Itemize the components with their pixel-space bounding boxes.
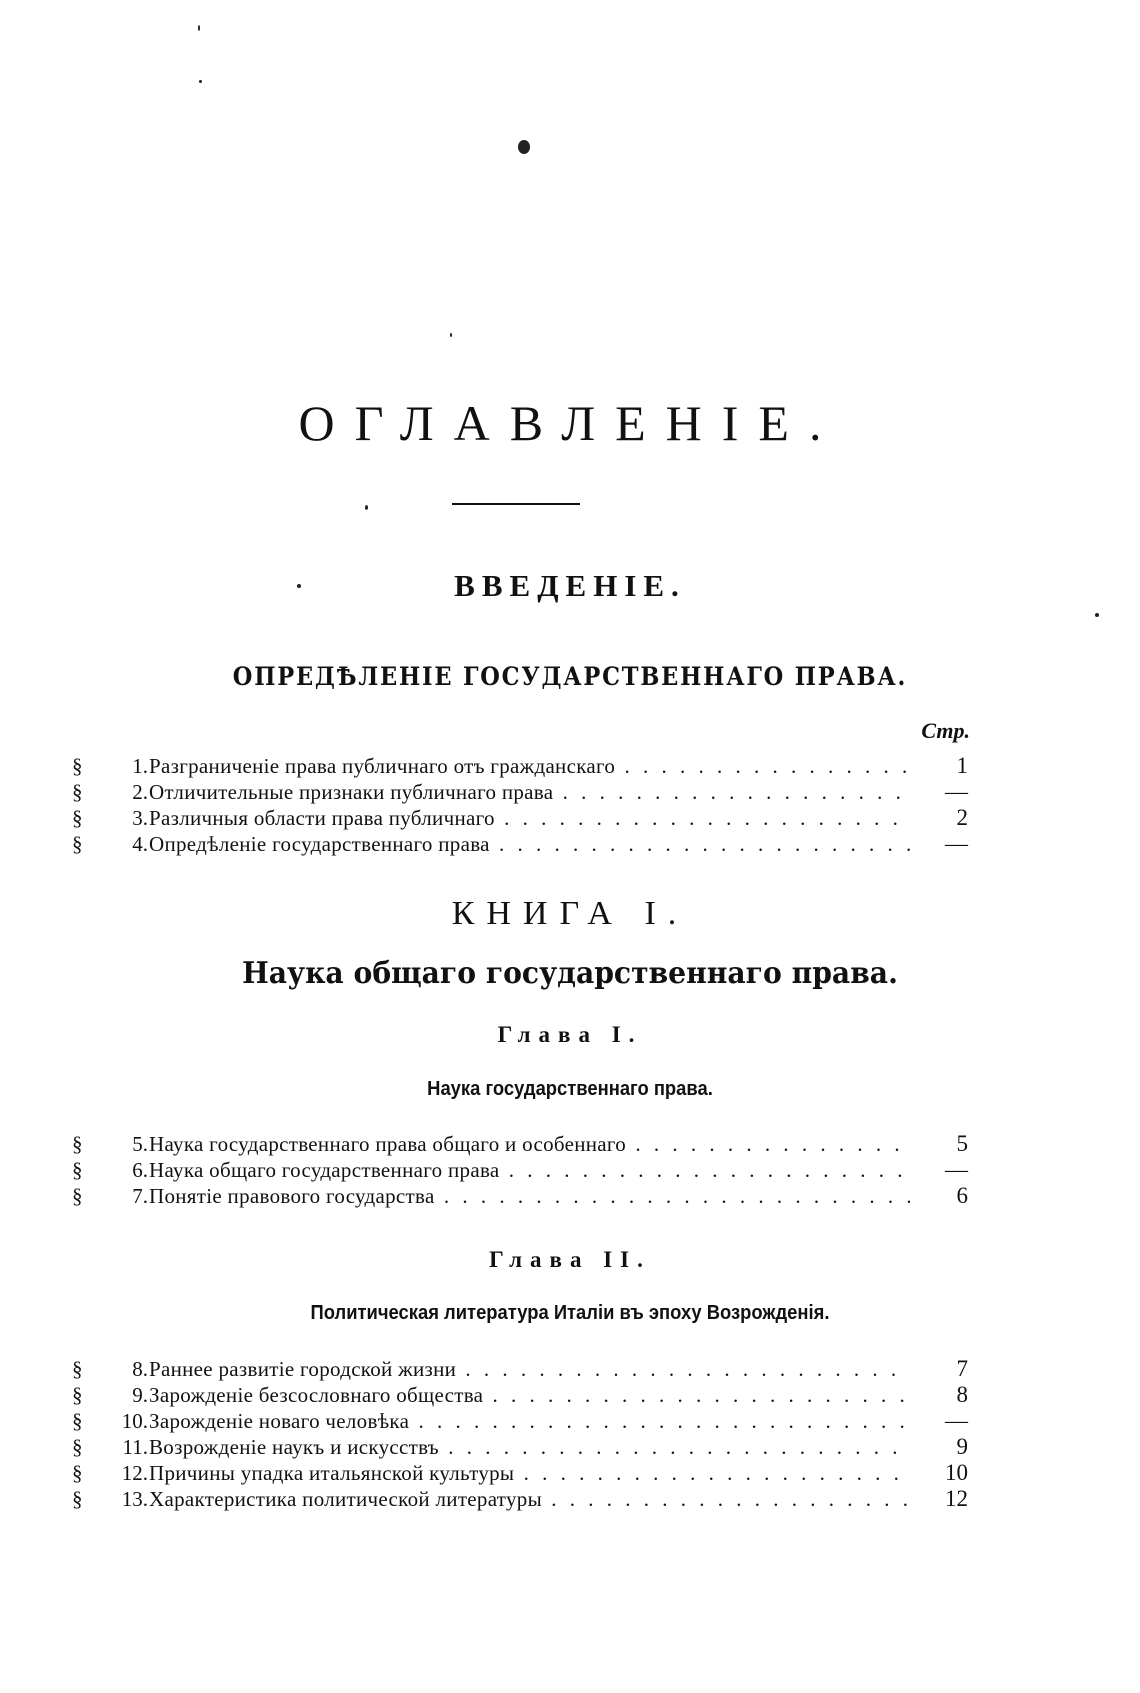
section-number: 2.	[132, 780, 148, 804]
section-number: 5.	[132, 1132, 148, 1156]
toc-entry	[70, 1131, 970, 1157]
section-symbol: §	[72, 1132, 83, 1156]
book-subtitle: Наука общаго государственнаго права.	[242, 956, 898, 991]
section-number: 3.	[132, 806, 148, 830]
page-number: 8	[956, 1382, 968, 1407]
section-title: Наука общаго государственнаго права . . .	[149, 1157, 910, 1183]
section-title: Зарожденіе новаго человѣка . . .	[149, 1408, 910, 1434]
page-number: 1	[956, 753, 968, 778]
section-number: 13.	[121, 1487, 148, 1511]
section-symbol: §	[72, 1383, 83, 1407]
toc-entry	[70, 1157, 970, 1183]
toc-entry	[70, 831, 970, 857]
toc-entry	[70, 1356, 970, 1382]
chapter-2-toc-list	[70, 1356, 970, 1512]
toc-entry	[70, 805, 970, 831]
pages-column-label: Стр.	[921, 718, 970, 743]
chapter-1-subtitle: Наука государственнаго права.	[427, 1078, 713, 1100]
section-title: Причины упадка итальянской культуры . . .	[149, 1460, 910, 1486]
section-symbol: §	[72, 1158, 83, 1182]
section-title: Характеристика политической литературы . . .	[149, 1486, 910, 1512]
scan-speck	[365, 505, 368, 510]
section-title: Раннее развитіе городской жизни . . .	[149, 1356, 910, 1382]
page-number: 10	[945, 1460, 968, 1485]
section-number: 7.	[132, 1184, 148, 1208]
page-number: 6	[956, 1183, 968, 1208]
section-number: 11.	[122, 1435, 148, 1459]
title-divider	[452, 503, 580, 505]
toc-entry	[70, 1434, 970, 1460]
section-title: Отличительные признаки публичнаго права . . .	[149, 779, 910, 805]
scan-speck	[199, 80, 202, 83]
scan-speck	[450, 333, 452, 337]
page-number: —	[945, 831, 968, 856]
toc-entry	[70, 779, 970, 805]
page-number: 12	[945, 1486, 968, 1511]
section-title: Разграниченіе права публичнаго отъ гражданскаго . . .	[149, 753, 910, 779]
section-number: 9.	[132, 1383, 148, 1407]
section-number: 8.	[132, 1357, 148, 1381]
section-title: Наука государственнаго права общаго и особеннаго . . .	[149, 1131, 910, 1157]
page-number: 7	[956, 1356, 968, 1381]
section-symbol: §	[72, 754, 83, 778]
toc-entry	[70, 1486, 970, 1512]
toc-entry	[70, 1382, 970, 1408]
chapter-1-title: Глава I.	[497, 1022, 643, 1047]
section-symbol: §	[72, 1409, 83, 1433]
scan-speck	[1095, 613, 1099, 617]
section-symbol: §	[72, 1461, 83, 1485]
chapter-2-subtitle: Политическая литература Италіи въ эпоху Возрожденія.	[310, 1302, 830, 1324]
page-title: ОГЛАВЛЕНІЕ.	[298, 395, 842, 451]
section-symbol: §	[72, 1357, 83, 1381]
intro-subheading: ОПРЕДѢЛЕНІЕ ГОСУДАРСТВЕННАГО ПРАВА.	[232, 662, 908, 691]
section-number: 1.	[132, 754, 148, 778]
toc-entry	[70, 1183, 970, 1209]
section-number: 6.	[132, 1158, 148, 1182]
section-symbol: §	[72, 1487, 83, 1511]
chapter-1-toc-list	[70, 1131, 970, 1209]
toc-entry	[70, 1460, 970, 1486]
scan-speck	[198, 25, 200, 31]
section-symbol: §	[72, 806, 83, 830]
section-title: Понятіе правового государства . . .	[149, 1183, 910, 1209]
page-number: 2	[956, 805, 968, 830]
page-number: —	[945, 779, 968, 804]
page-number: 5	[956, 1131, 968, 1156]
intro-heading: ВВЕДЕНІЕ.	[454, 568, 686, 603]
chapter-2-title: Глава II.	[489, 1247, 651, 1272]
section-number: 12.	[121, 1461, 148, 1485]
book-title: КНИГА I.	[451, 895, 689, 932]
scan-speck	[518, 140, 530, 154]
section-symbol: §	[72, 780, 83, 804]
page-number: 9	[956, 1434, 968, 1459]
section-title: Различныя области права публичнаго . . .	[149, 805, 910, 831]
intro-toc-list	[70, 753, 970, 857]
section-title: Зарожденіе безсословнаго общества . . .	[149, 1382, 910, 1408]
section-number: 4.	[132, 832, 148, 856]
page-number: —	[945, 1157, 968, 1182]
section-symbol: §	[72, 1184, 83, 1208]
section-title: Возрожденіе наукъ и искусствъ . . .	[149, 1434, 910, 1460]
section-number: 10.	[121, 1409, 148, 1433]
section-symbol: §	[72, 832, 83, 856]
toc-entry	[70, 753, 970, 779]
section-symbol: §	[72, 1435, 83, 1459]
section-title: Опредѣленіе государственнаго права . . .	[149, 831, 910, 857]
toc-entry	[70, 1408, 970, 1434]
page-number: —	[945, 1408, 968, 1433]
